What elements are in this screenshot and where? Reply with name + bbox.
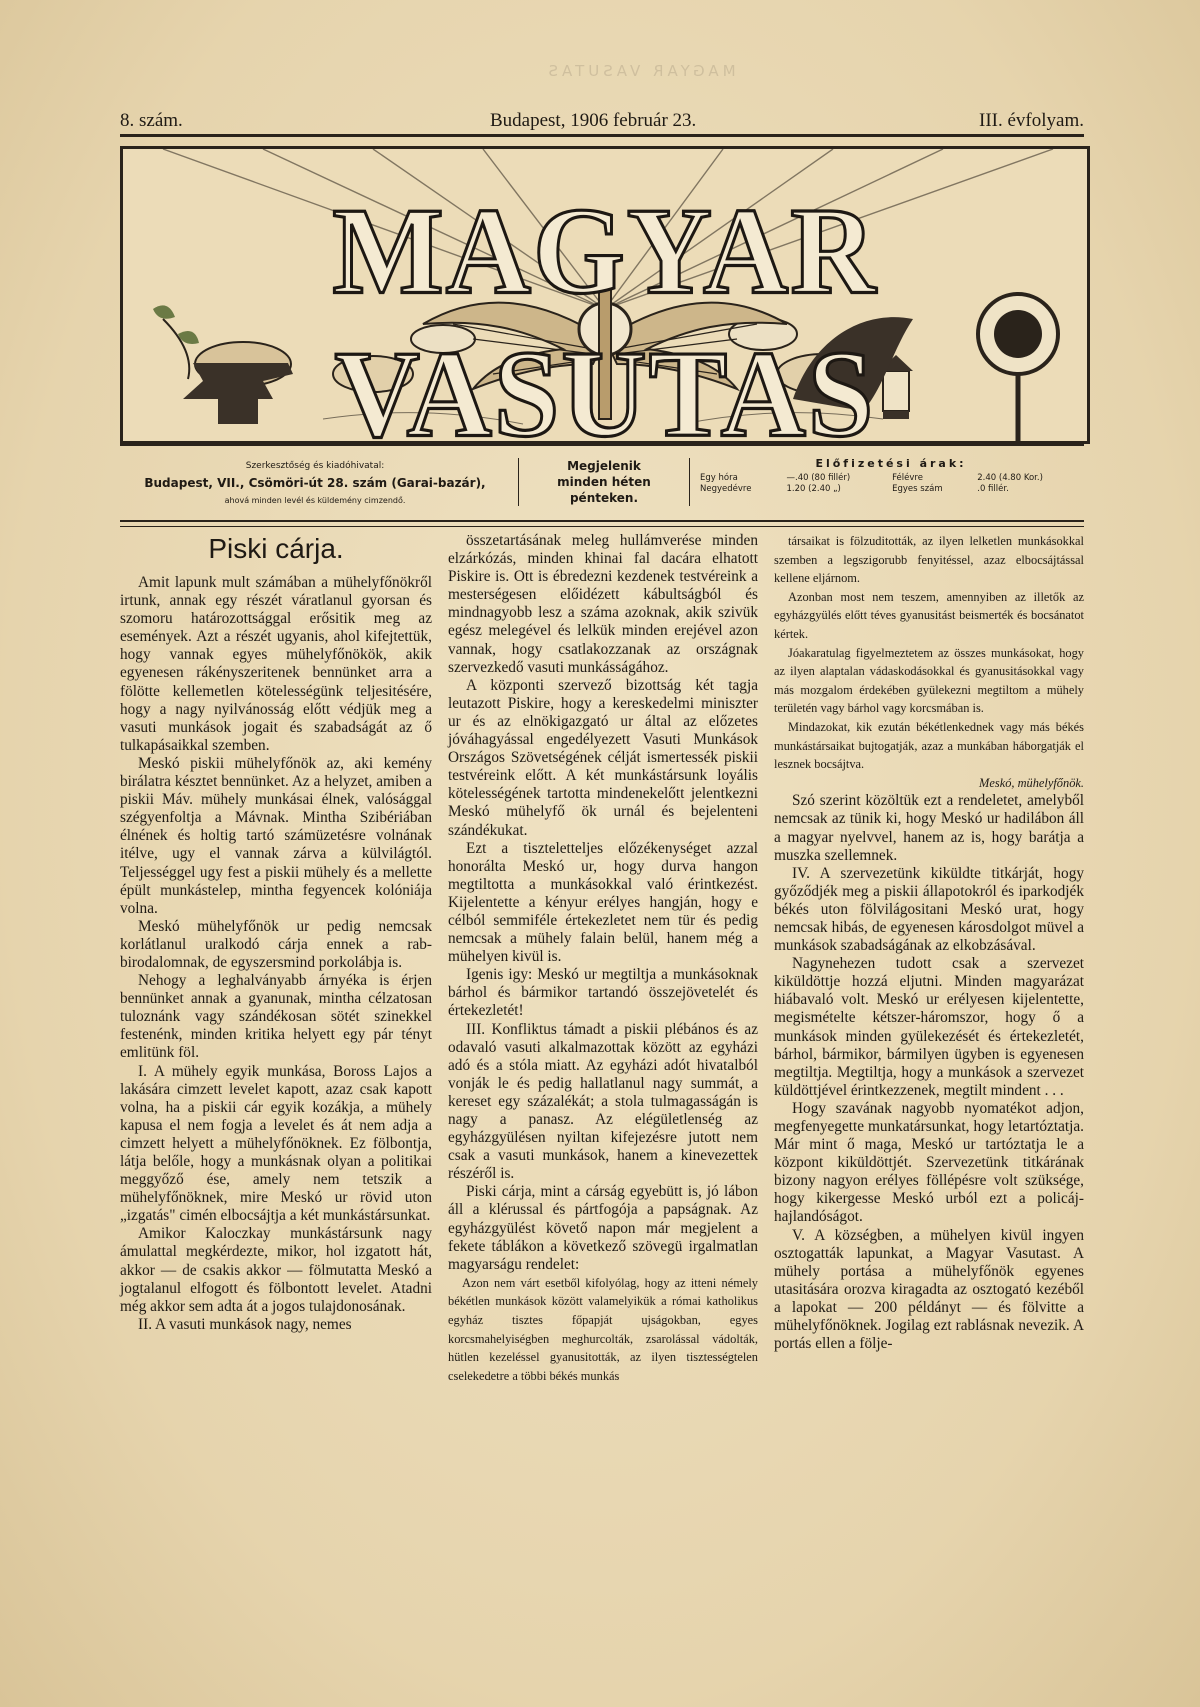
masthead xyxy=(120,146,1090,444)
schedule-line: minden héten xyxy=(557,475,651,489)
info-bar xyxy=(120,452,1084,522)
decree-quote: Jóakaratulag figyelmeztetem az összes munkásokat, hogy az ilyen alaptalan vádaskodásokkal és gyanusitásokkal vagy más mozgalom érdekében gyülekezni megtiltom a mühely területén vagy bárhol vagy korcsmában is. xyxy=(774,645,1084,716)
schedule-line: Megjelenik xyxy=(567,459,641,473)
article-paragraph: Amit lapunk mult számában a mühelyfőnökről irtunk, annak egy részét váratlanul gyorsan és szomoru határozottsággal erősitik meg az események. Azt a részét ugyanis, ahol kifejtettük, hogy vannak egyes mühelyfőnökök, akik egyenesen rákényszeritenek bennünket arra a fölötte kellemetlen kötelességünk teljesitésére, hogy a nagy nyilvánosság előtt védjük meg a vasuti munkások jogait és szabadságát az ő tulkapásaikkal szemben. xyxy=(120,574,432,754)
newspaper-title: MAGYAR VASUTAS xyxy=(332,182,878,444)
article-column-3 xyxy=(774,532,1084,1353)
prices-title: Előfizetési árak: xyxy=(815,457,967,470)
prices-table xyxy=(698,473,1084,495)
article-paragraph: Piski cárja, mint a cárság egyebütt is, jó lábon áll a klérussal és pártfogója a papságnak. Az egyházgyülést követő napon már megjelent a fekete táblákon a következő szövegü irgalmatlan magyarságu rendelet: xyxy=(448,1183,758,1273)
article-paragraph: A központi szervező bizottság két tagja leutazott Piskire, hogy a kereskedelmi miniszter ur és az elnökigazgató ur által az előzetes jóváhagyással engedélyezett Vasuti Munkások Országos Szövetségének célját ismertessék piskii testvéreink előtt. A két munkástársunk loyális kötelességének tartotta mindenekelőtt jelentkezni Meskó mühelyfő ök urnál és bejelenteni szándékukat. xyxy=(448,676,758,839)
price-value: 1.20 (2.40 „) xyxy=(786,484,841,494)
volume-number: III. évfolyam. xyxy=(979,110,1084,131)
office-title: Szerkesztőség és kiadóhivatal: xyxy=(245,461,385,471)
dateline: Budapest, 1906 február 23. xyxy=(490,110,697,131)
top-rule xyxy=(120,134,1084,137)
article-title: Piski cárja. xyxy=(208,533,344,564)
decree-quote: Azon nem várt esetből kifolyólag, hogy az itteni némely békétlen munkások között valamelyikük a római katholikus egyház tisztes főpapját ujságokban, egyes korcsmahelyiségben meghurcolták, zsarolással vádolták, hütlen kezeléssel gyanusitották, az ilyen tisztességtelen cselekedetre a többi békés munkás xyxy=(448,1275,758,1383)
article-paragraph: IV. A szervezetünk kiküldte titkárját, hogy győződjék meg a piskii állapotokról és iparkodjék békés uton fölvilágositani Meskó urat, hogy nemcsak hibás, de egyenesen károsdolgot müvel a munkások szabadságának az elkobzásával. xyxy=(774,864,1084,955)
article-paragraph: Meskó mühelyfőnök ur pedig nemcsak korlátlanul uralkodó cárja ennek a rab-birodalomnak, de egyszersmind porkolábja is. xyxy=(120,917,432,971)
office-note: ahová minden levél és küldemény cimzendő. xyxy=(224,496,406,505)
article-column-1 xyxy=(120,532,432,1334)
decree-quote: társaikat is fölzuditották, az ilyen lelketlen munkásokkal szemben a legszigorubb fenyitéssel, azaz elbocsájtással kellene eljárnom. xyxy=(774,534,1084,586)
article-paragraph: I. A mühely egyik munkása, Boross Lajos a lakására cimzett levelet kapott, azaz csak kapott volna, ha a piskii cár egyik kozákja, a mühely kapusa el nem fogja a levelet és át nem adja a cimzett helyett a mühelyfőnöknek. Ez fölbontja, látja belőle, hogy a munkásnak olyan a politikai meggyőző ése, amely nem tetszik a mühelyfőnöknek, mire Meskó ur rövid uton „izgatás" cimén elbocsájtja a két munkástársunkat. xyxy=(120,1062,432,1225)
bleed-through-text: MAGYAR VASUTAS xyxy=(544,62,736,80)
price-value: .0 fillér. xyxy=(977,484,1009,494)
editorial-office xyxy=(120,458,510,509)
article-paragraph: Amikor Kaloczkay munkástársunk nagy ámulattal megkérdezte, mikor, hol izgatott hát, akkor — de csakis akkor — fölmutatta Meskó a jogtalanul elfogott és fölbontott levelet. Atadni még akkor sem adta át a jogos tulajdonosának. xyxy=(120,1225,432,1315)
decree-quote: Mindazokat, kik ezután békétlenkednek vagy más békés munkástársaikat bujtogatják, azaz a munkában háborgatják el lesznek bocsájtva. xyxy=(774,719,1084,772)
info-rule-top xyxy=(120,444,1084,446)
price-label: Negyedévre xyxy=(700,484,752,494)
publication-schedule xyxy=(518,458,690,506)
issue-line xyxy=(120,110,1084,134)
article-paragraph: Nehogy a leghalványabb árnyéka is érjen bennünket annak a gyanunak, mintha célzatosan tuloznánk vagy szándékosan sötét szinekkel festenénk, minden kritika helyett egy pár tényt emlitünk föl. xyxy=(120,972,432,1062)
article-paragraph: V. A községben, a mühelyen kivül ingyen osztogatták lapunkat, a Magyar Vasutast. A mühely portása a mühelyfőnök egyenes utasitására orozva kiragadta az osztogató kezéből a lapokat — 200 példányt — és fölvitte a mühelyfőnöknek. Jogilag ezt rablásnak nevezik. A portás ellen a följe- xyxy=(774,1226,1084,1353)
schedule-line: pénteken. xyxy=(569,491,639,505)
article-paragraph: Igenis igy: Meskó ur megtiltja a munkásoknak bárhol és bármikor tartandó összejövetelét és értekezletét! xyxy=(448,966,758,1020)
article-paragraph: II. A vasuti munkások nagy, nemes xyxy=(138,1315,352,1333)
article-column-2 xyxy=(448,532,758,1385)
decree-quote: Azonban most nem teszem, amennyiben az illetők az egyházgyülés előtt téves gyanusitást beismerték és bocsánatot kértek. xyxy=(774,589,1084,641)
price-value: 2.40 (4.80 Kor.) xyxy=(977,473,1043,483)
article-paragraph: Meskó piskii mühelyfőnök az, aki kemény birálatra késztet bennünket. Az a helyzet, amiben a piskii Máv. mühely munkásai élnek, valósággal szégyenfoltja a Mávnak. Mintha Szibériában élnének és holtig tartó számüzetésre volnának itélve, ugy el vannak zárva a külvilágtól. Teljességgel ugy fest a piskii mühely és a mellette épült munkástelep, mintha fegyencek kolóniája volna. xyxy=(120,754,432,917)
price-label: Egyes szám xyxy=(892,484,943,494)
article-paragraph: III. Konfliktus támadt a piskii plébános és az odavaló vasuti alkalmazottak között az egyházi adó és a stóla miatt. Az egyházi adót hivatalból vonják le és pedig hallatlanul nagy summát, a kereset egy százalékát; a stola tulmagasságán is nagy a panasz. Az elégületlenség az egyházgyülésen nyiltan kifejezésre jutott nem csak a vasuti munkások, hanem a kinevezettek részéről is. xyxy=(448,1020,758,1183)
article-paragraph: Hogy szavának nagyobb nyomatékot adjon, megfenyegette munkatársunkat, hogy letartóztatja. Már mint ő maga, Meskó ur tartóztatja le a központ kiküldöttjét. Szervezetünk titkárának bizony nagyon erélyes föllépésre volt szüksége, hogy kikergesse Meskó urból ezt a policáj-hajlandóságot. xyxy=(774,1099,1084,1226)
price-label: Félévre xyxy=(892,473,923,483)
article-paragraph: Ezt a tiszteletteljes előzékenységet azzal honorálta Meskó ur, hogy durva hangon megtiltotta a munkásokkal való érintkezést. Kijelentette a kényur erélyes hangján, hogy e célból semmiféle értekezletet nem tür és pedig nemcsak a mühely falain belül, hanem még a mühelyen kivül is. xyxy=(448,839,758,966)
price-value: —.40 (80 fillér) xyxy=(786,473,851,483)
price-label: Egy hóra xyxy=(700,473,738,483)
article-paragraph: összetartásának meleg hullámverése minden elzárkózás, minden khinai fal dacára elhatott Piskire is. Ott is ébredezni kezdenek testvéreink a mesterségesen előidézett kábultságból és mindnagyobb lesz a száma azoknak, akik szivük egész melegével és lelkük minden erejével azon vannak, hogy csatlakozzanak az országnak szervezkedő vasuti munkásságához. xyxy=(448,532,758,676)
subscription-prices xyxy=(698,458,1084,495)
issue-number: 8. szám. xyxy=(120,110,183,131)
decree-signature: Meskó, mühelyfőnök. xyxy=(979,775,1084,790)
article-paragraph: Szó szerint közöltük ezt a rendeletet, amelyből nemcsak az tünik ki, hogy Meskó ur hadilábon áll a magyar nyelvvel, hanem az is, hogy barátja a muszka szellemnek. xyxy=(774,792,1084,864)
article-paragraph: Nagynehezen tudott csak a szervezet kiküldöttje hozzá eljutni. Minden magyarázat hiábavaló volt. Meskó ur erélyesen kijelentette, megismételte kétszer-háromszor, hogy ő a munkások minden gyülekezését és értekezletét, bárhol, bármikor, bármilyen ügyben is egyenesen megtiltja. Megtiltja, hogy a munkások a szervezet küldöttjével érintkezzenek, megtilt mindent . . . xyxy=(774,955,1084,1099)
info-rule-bottom xyxy=(120,520,1084,527)
office-address: Budapest, VII., Csömöri-út 28. szám (Garai-bazár), xyxy=(144,476,486,490)
